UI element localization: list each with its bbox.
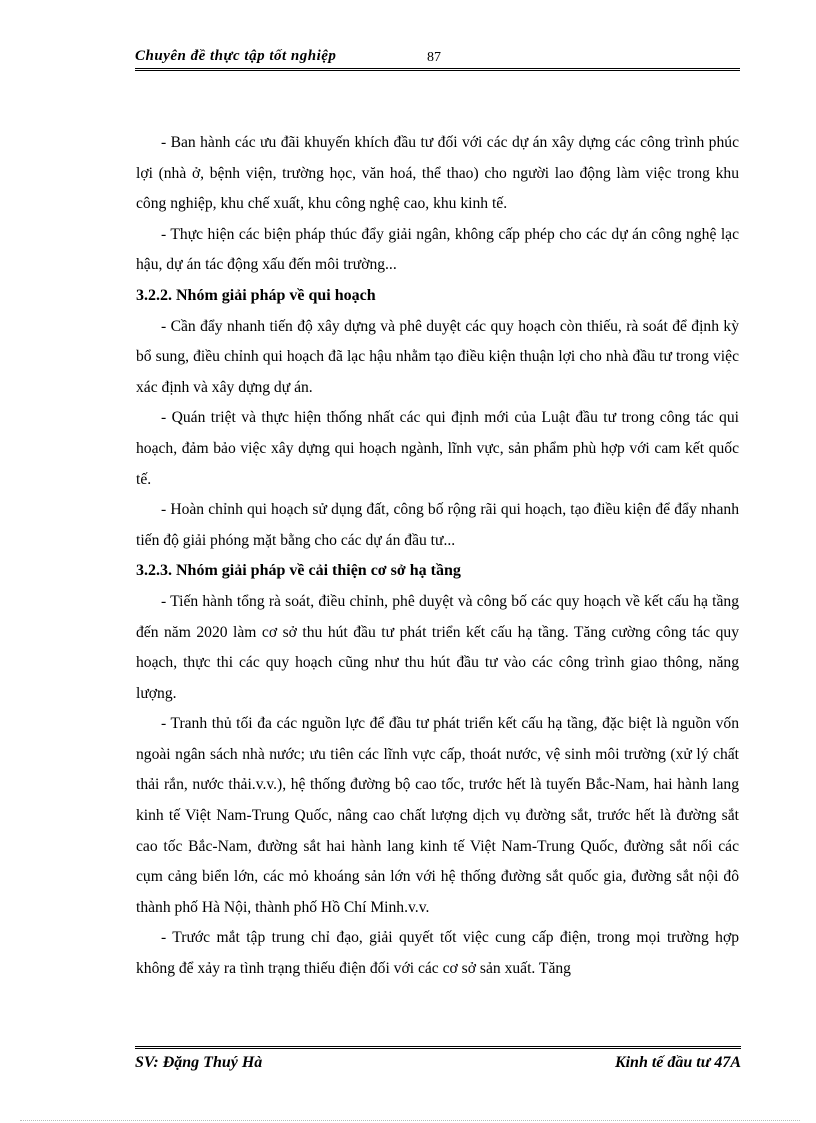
- section-heading: 3.2.2. Nhóm giải pháp về qui hoạch: [136, 286, 376, 304]
- page-edge-divider: [20, 1120, 800, 1121]
- footer-class: Kinh tế đầu tư 47A: [614, 1054, 741, 1071]
- paragraph: - Trước mắt tập trung chỉ đạo, giải quyết tốt việc cung cấp điện, trong mọi trường hợp không để xảy ra tình trạng thiếu điện đối với các cơ sở sản xuất. Tăng: [136, 929, 739, 978]
- page-footer: [135, 1046, 741, 1076]
- page-header: [135, 48, 740, 70]
- paragraph: - Tranh thủ tối đa các nguồn lực để đầu tư phát triển kết cấu hạ tầng, đặc biệt là nguồn vốn ngoài ngân sách nhà nước; ưu tiên các lĩnh vực cấp, thoát nước, vệ sinh môi trường (xử lý chất thải rắn, nước thải.v.v.), hệ thống đường bộ cao tốc, trước hết là tuyến Bắc-Nam, hai hành lang kinh tế Việt Nam-Trung Quốc, nâng cao chất lượng dịch vụ đường sắt, trước hết là đường sắt cao tốc Bắc-Nam, đường sắt hai hành lang kinh tế Việt Nam-Trung Quốc, đường sắt nối các cụm cảng biển lớn, các mỏ khoáng sản lớn với hệ thống đường sắt quốc gia, đường sắt nội đô thành phố Hà Nội, thành phố Hồ Chí Minh.v.v.: [136, 715, 739, 916]
- section-heading: 3.2.3. Nhóm giải pháp về cải thiện cơ sở hạ tầng: [136, 562, 461, 580]
- header-title: Chuyên đề thực tập tốt nghiệp: [135, 48, 337, 64]
- page-number: 87: [427, 50, 441, 65]
- footer-author: SV: Đặng Thuý Hà: [135, 1054, 263, 1071]
- paragraph: - Tiến hành tổng rà soát, điều chỉnh, phê duyệt và công bố các quy hoạch về kết cấu hạ tầng đến năm 2020 làm cơ sở thu hút đầu tư phát triển kết cấu hạ tầng. Tăng cường công tác quy hoạch, thực thi các quy hoạch cũng như thu hút đầu tư vào các công trình giao thông, năng lượng.: [136, 592, 739, 702]
- footer-rule: [135, 1046, 741, 1049]
- paragraph: - Hoàn chỉnh qui hoạch sử dụng đất, công bố rộng rãi qui hoạch, tạo điều kiện để đẩy nhanh tiến độ giải phóng mặt bằng cho các dự án đầu tư...: [136, 501, 739, 549]
- paragraph: - Cần đẩy nhanh tiến độ xây dựng và phê duyệt các quy hoạch còn thiếu, rà soát để định kỳ bổ sung, điều chỉnh qui hoạch đã lạc hậu nhằm tạo điều kiện thuận lợi cho nhà đầu tư trong việc xác định và xây dựng dự án.: [136, 317, 739, 396]
- header-rule: [135, 68, 740, 71]
- paragraph: - Quán triệt và thực hiện thống nhất các qui định mới của Luật đầu tư trong công tác qui hoạch, đảm bảo việc xây dựng qui hoạch ngành, lĩnh vực, sản phẩm phù hợp với cam kết quốc tế.: [136, 409, 739, 488]
- paragraph: - Thực hiện các biện pháp thúc đẩy giải ngân, không cấp phép cho các dự án công nghệ lạc hậu, dự án tác động xấu đến môi trường...: [136, 225, 739, 274]
- document-body: [136, 128, 739, 985]
- paragraph: - Ban hành các ưu đãi khuyến khích đầu tư đối với các dự án xây dựng các công trình phúc lợi (nhà ở, bệnh viện, trường học, văn hoá, thể thao) cho người lao động làm việc trong khu công nghiệp, khu chế xuất, khu công nghệ cao, khu kinh tế.: [136, 134, 739, 213]
